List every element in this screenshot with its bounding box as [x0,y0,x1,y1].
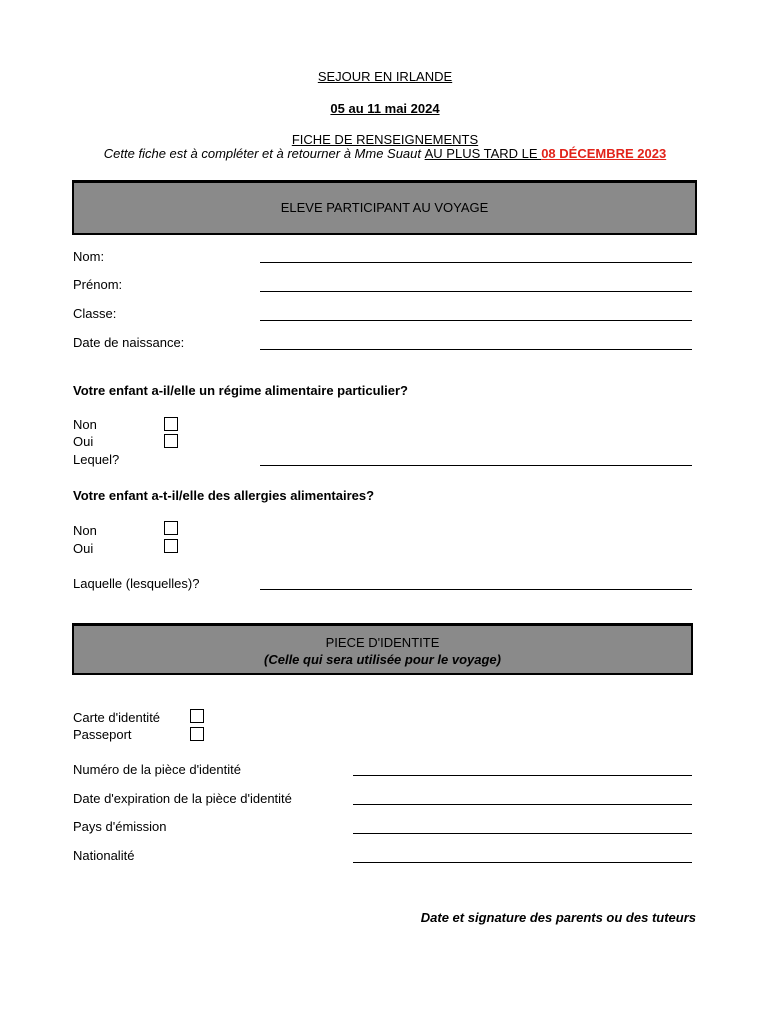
passport-label: Passeport [73,727,132,742]
diet-option-yes-label: Oui [73,434,94,449]
allergy-option-no-label: Non [73,523,97,538]
diet-question: Votre enfant a-il/elle un régime alimentaire particulier? [73,383,408,398]
diet-no-checkbox[interactable] [164,417,178,431]
identity-banner-sublabel: (Celle qui sera utilisée pour le voyage) [264,652,501,667]
field-nom-input[interactable] [260,262,692,263]
student-section-banner [72,180,697,235]
id-card-label: Carte d'identité [73,710,161,725]
diet-option-no-label: Non [73,417,97,432]
instruction-prefix: Cette fiche est à compléter et à retourner à Mme Suaut [103,146,425,161]
instruction-line [0,146,770,161]
identity-section-banner [72,623,693,675]
field-label-prenom: Prénom: [73,277,123,292]
form-title: FICHE DE RENSEIGNEMENTS [291,132,479,147]
id-number-input[interactable] [353,775,692,776]
field-classe-input[interactable] [260,320,692,321]
id-number-label: Numéro de la pièce d'identité [73,762,241,777]
trip-dates: 05 au 11 mai 2024 [330,101,440,116]
allergy-no-checkbox[interactable] [164,521,178,535]
field-birthdate-input[interactable] [260,349,692,350]
field-label-classe: Classe: [73,306,117,321]
instruction-date: 08 DÉCEMBRE 2023 [541,146,667,161]
allergy-which-label: Laquelle (lesquelles)? [73,576,200,591]
signature-label: Date et signature des parents ou des tuteurs [420,910,696,925]
instruction-deadline: AU PLUS TARD LE [424,146,542,161]
diet-yes-checkbox[interactable] [164,434,178,448]
field-label-birthdate: Date de naissance: [73,335,185,350]
nationality-label: Nationalité [73,848,135,863]
student-banner-label: ELEVE PARTICIPANT AU VOYAGE [280,200,489,215]
id-expiry-input[interactable] [353,804,692,805]
id-expiry-label: Date d'expiration de la pièce d'identité [73,791,292,806]
allergy-which-input[interactable] [260,589,692,590]
field-prenom-input[interactable] [260,291,692,292]
allergy-option-yes-label: Oui [73,541,94,556]
issuing-country-input[interactable] [353,833,692,834]
identity-banner-label: PIECE D'IDENTITE [325,635,440,650]
passport-checkbox[interactable] [190,727,204,741]
issuing-country-label: Pays d'émission [73,819,167,834]
diet-which-input[interactable] [260,465,692,466]
field-label-nom: Nom: [73,249,105,264]
allergy-question: Votre enfant a-t-il/elle des allergies alimentaires? [73,488,375,503]
allergy-yes-checkbox[interactable] [164,539,178,553]
nationality-input[interactable] [353,862,692,863]
trip-title: SEJOUR EN IRLANDE [317,69,453,84]
diet-which-label: Lequel? [73,452,120,467]
id-card-checkbox[interactable] [190,709,204,723]
